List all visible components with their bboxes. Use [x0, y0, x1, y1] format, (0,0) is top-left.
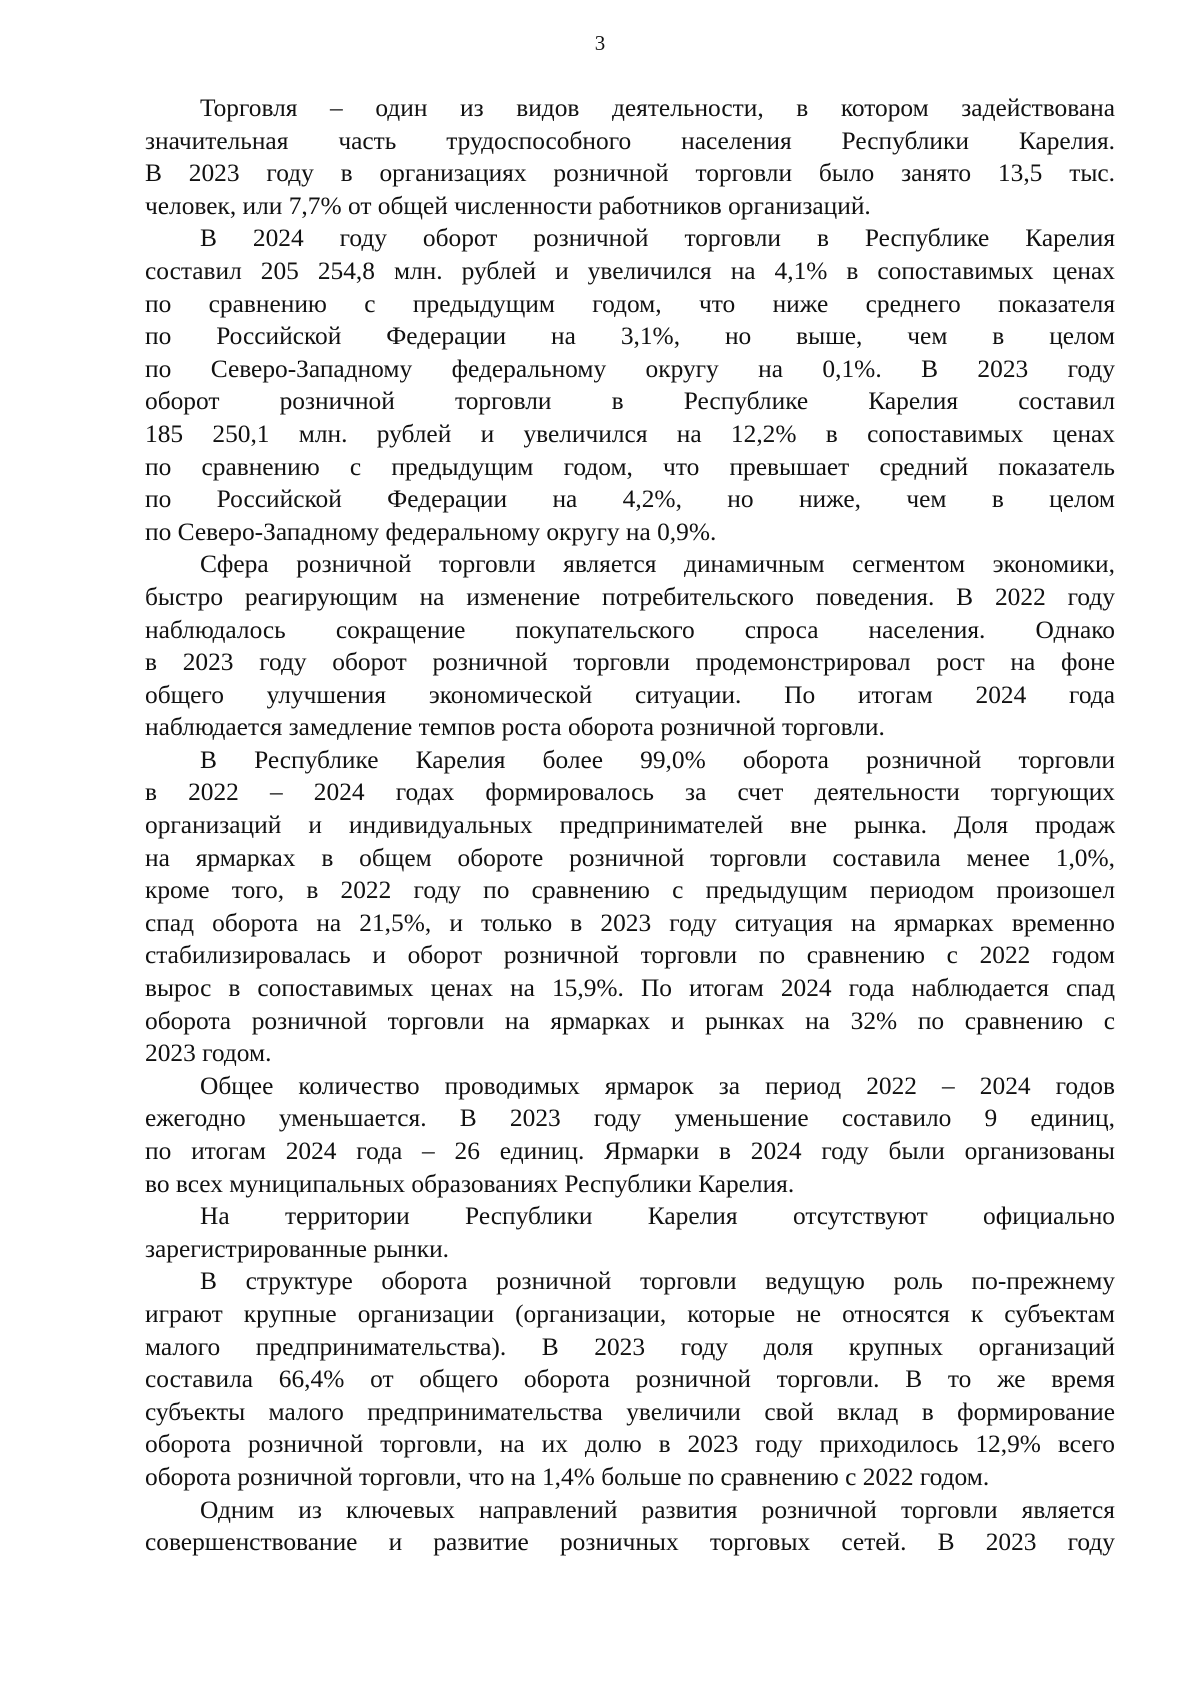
paragraph-retail-turnover: [145, 222, 1115, 548]
text-line: 2023 годом.: [145, 1039, 272, 1068]
text-line: по сравнению с предыдущим годом, что ниже среднего показателя: [145, 289, 1115, 318]
text-line: наблюдалось сокращение покупательского спроса населения. Однако: [145, 615, 1115, 644]
text-line: играют крупные организации (организации, которые не относятся к субъектам: [145, 1299, 1115, 1328]
text-line: субъекты малого предпринимательства увеличили свой вклад в формирование: [145, 1397, 1115, 1426]
text-line: На территории Республики Карелия отсутствуют официально: [200, 1202, 1115, 1231]
text-line: оборота розничной торговли, что на 1,4% больше по сравнению с 2022 годом.: [145, 1462, 990, 1491]
text-line: совершенствование и развитие розничных торговых сетей. В 2023 году: [145, 1528, 1115, 1557]
text-line: Торговля – один из видов деятельности, в котором задействована: [200, 94, 1115, 122]
paragraph-retail-employment: [145, 92, 1115, 222]
text-line: вырос в сопоставимых ценах на 15,9%. По итогам 2024 года наблюдается спад: [145, 974, 1115, 1003]
text-line: оборота розничной торговли, на их долю в 2023 году приходилось 12,9% всего: [145, 1430, 1115, 1459]
paragraph-fairs-share: [145, 744, 1115, 1070]
text-line: Общее количество проводимых ярмарок за период 2022 – 2024 годов: [200, 1071, 1115, 1100]
paragraph-fairs-count: [145, 1070, 1115, 1200]
text-line: ежегодно уменьшается. В 2023 году уменьшение составило 9 единиц,: [145, 1104, 1115, 1133]
text-line: В Республике Карелия более 99,0% оборота розничной торговли: [200, 745, 1115, 774]
text-line: 185 250,1 млн. рублей и увеличился на 12,2% в сопоставимых ценах: [145, 419, 1115, 448]
text-line: оборота розничной торговли на ярмарках и рынках на 32% по сравнению с: [145, 1006, 1115, 1035]
text-line: быстро реагирующим на изменение потребительского поведения. В 2022 году: [145, 582, 1115, 611]
text-line: по Российской Федерации на 3,1%, но выше, чем в целом: [145, 322, 1115, 351]
page-number: 3: [594, 31, 606, 55]
text-line: составил 205 254,8 млн. рублей и увеличился на 4,1% в сопоставимых ценах: [145, 256, 1115, 285]
text-line: в 2023 году оборот розничной торговли продемонстрировал рост на фоне: [145, 648, 1115, 677]
text-line: стабилизировалась и оборот розничной торговли по сравнению с 2022 годом: [145, 941, 1115, 970]
text-line: значительная часть трудоспособного населения Республики Карелия.: [145, 126, 1115, 155]
paragraph-turnover-structure: [145, 1265, 1115, 1493]
text-line: по Северо-Западному федеральному округу на 0,9%.: [145, 517, 717, 546]
text-line: человек, или 7,7% от общей численности работников организаций.: [145, 191, 871, 220]
text-line: по Северо-Западному федеральному округу на 0,1%. В 2023 году: [145, 354, 1115, 383]
text-line: по сравнению с предыдущим годом, что превышает средний показатель: [145, 452, 1115, 481]
text-line: общего улучшения экономической ситуации. По итогам 2024 года: [145, 680, 1115, 709]
text-line: организаций и индивидуальных предпринимателей вне рынка. Доля продаж: [145, 811, 1115, 840]
text-line: спад оборота на 21,5%, и только в 2023 году ситуация на ярмарках временно: [145, 908, 1115, 937]
text-line: В 2023 году в организациях розничной торговли было занято 13,5 тыс.: [145, 159, 1115, 188]
text-line: составила 66,4% от общего оборота розничной торговли. В то же время: [145, 1365, 1115, 1394]
text-line: по итогам 2024 года – 26 единиц. Ярмарки в 2024 году были организованы: [145, 1137, 1115, 1165]
text-line: В структуре оборота розничной торговли ведущую роль по-прежнему: [200, 1267, 1115, 1296]
paragraph-markets: [145, 1200, 1115, 1265]
text-line: наблюдается замедление темпов роста оборота розничной торговли.: [145, 713, 885, 742]
text-line: кроме того, в 2022 году по сравнению с предыдущим периодом произошел: [145, 876, 1115, 905]
text-line: зарегистрированные рынки.: [145, 1234, 450, 1263]
text-line: В 2024 году оборот розничной торговли в Республике Карелия: [200, 224, 1115, 253]
text-line: Сфера розничной торговли является динамичным сегментом экономики,: [200, 550, 1115, 579]
text-line: Одним из ключевых направлений развития розничной торговли является: [200, 1495, 1115, 1524]
text-line: оборот розничной торговли в Республике Карелия составил: [145, 387, 1115, 416]
text-line: на ярмарках в общем обороте розничной торговли составила менее 1,0%,: [145, 843, 1115, 872]
text-line: во всех муниципальных образованиях Республики Карелия.: [145, 1169, 795, 1198]
paragraph-retail-chains: [145, 1494, 1115, 1559]
text-line: малого предпринимательства). В 2023 году доля крупных организаций: [145, 1332, 1115, 1361]
paragraph-retail-dynamics: [145, 548, 1115, 744]
text-line: по Российской Федерации на 4,2%, но ниже, чем в целом: [145, 485, 1115, 514]
document-body: [145, 92, 1115, 1559]
text-line: в 2022 – 2024 годах формировалось за счет деятельности торгующих: [145, 778, 1115, 807]
